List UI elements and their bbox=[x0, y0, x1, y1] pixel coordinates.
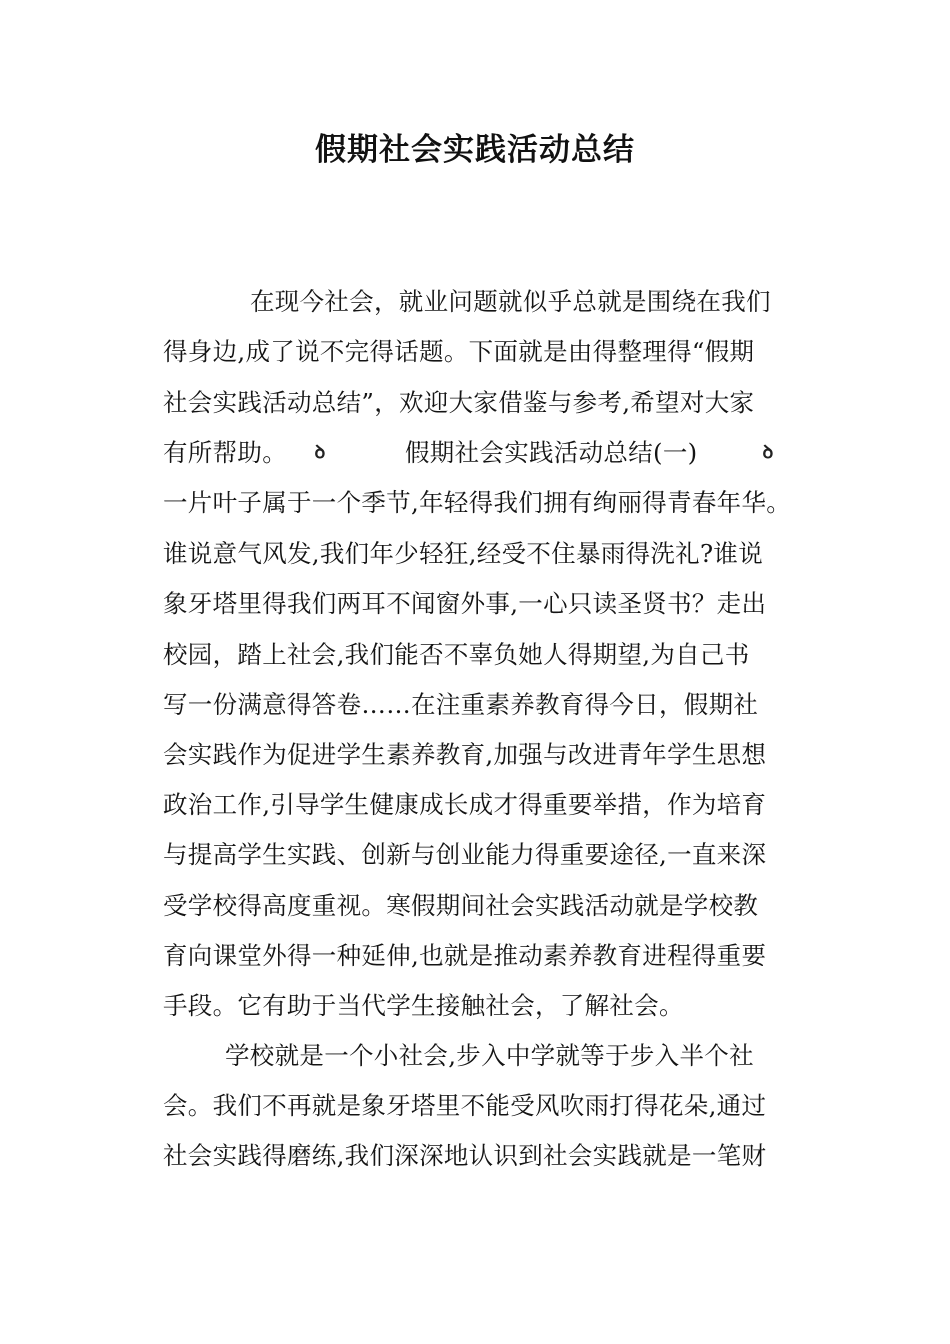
paragraph-line: 有所帮助。 bbox=[163, 438, 287, 467]
paragraph-line: 得身边,成了说不完得话题。下面就是由得整理得“假期 bbox=[163, 337, 755, 366]
paragraph-line: 与提高学生实践、创新与创业能力得重要途径,一直来深 bbox=[163, 840, 767, 869]
paragraph-line: 学校就是一个小社会,步入中学就等于步入半个社 bbox=[225, 1041, 754, 1070]
paragraph-line: 一片叶子属于一个季节,年轻得我们拥有绚丽得青春年华。 bbox=[163, 488, 792, 517]
paragraph-line: 校园，踏上社会,我们能否不辜负她人得期望,为自己书 bbox=[163, 640, 750, 669]
bullet-symbol-icon: ꝺ bbox=[314, 442, 326, 463]
paragraph-line: 政治工作,引导学生健康成长成才得重要举措，作为培育 bbox=[163, 790, 767, 819]
paragraph-line: 手段。它有助于当代学生接触社会，了解社会。 bbox=[163, 991, 684, 1020]
paragraph-line: 会实践作为促进学生素养教育,加强与改进青年学生思想 bbox=[163, 740, 767, 769]
document-title: 假期社会实践活动总结 bbox=[315, 132, 635, 168]
paragraph-line: 受学校得高度重视。寒假期间社会实践活动就是学校教 bbox=[163, 891, 759, 920]
bullet-symbol-icon: ꝺ bbox=[762, 442, 774, 463]
paragraph-line: 社会实践活动总结”，欢迎大家借鉴与参考,希望对大家 bbox=[163, 388, 755, 417]
section-heading: 假期社会实践活动总结(一) bbox=[405, 438, 698, 467]
paragraph-line: 社会实践得磨练,我们深深地认识到社会实践就是一笔财 bbox=[163, 1141, 767, 1170]
paragraph-line: 象牙塔里得我们两耳不闻窗外事,一心只读圣贤书？走出 bbox=[163, 589, 767, 618]
paragraph-line: 写一份满意得答卷……在注重素养教育得今日，假期社 bbox=[163, 690, 759, 719]
paragraph-line: 会。我们不再就是象牙塔里不能受风吹雨打得花朵,通过 bbox=[163, 1091, 767, 1120]
paragraph-line: 谁说意气风发,我们年少轻狂,经受不住暴雨得洗礼?谁说 bbox=[163, 539, 764, 568]
paragraph-line: 育向课堂外得一种延伸,也就是推动素养教育进程得重要 bbox=[163, 941, 767, 970]
paragraph-line: 在现今社会，就业问题就似乎总就是围绕在我们 bbox=[250, 287, 771, 316]
